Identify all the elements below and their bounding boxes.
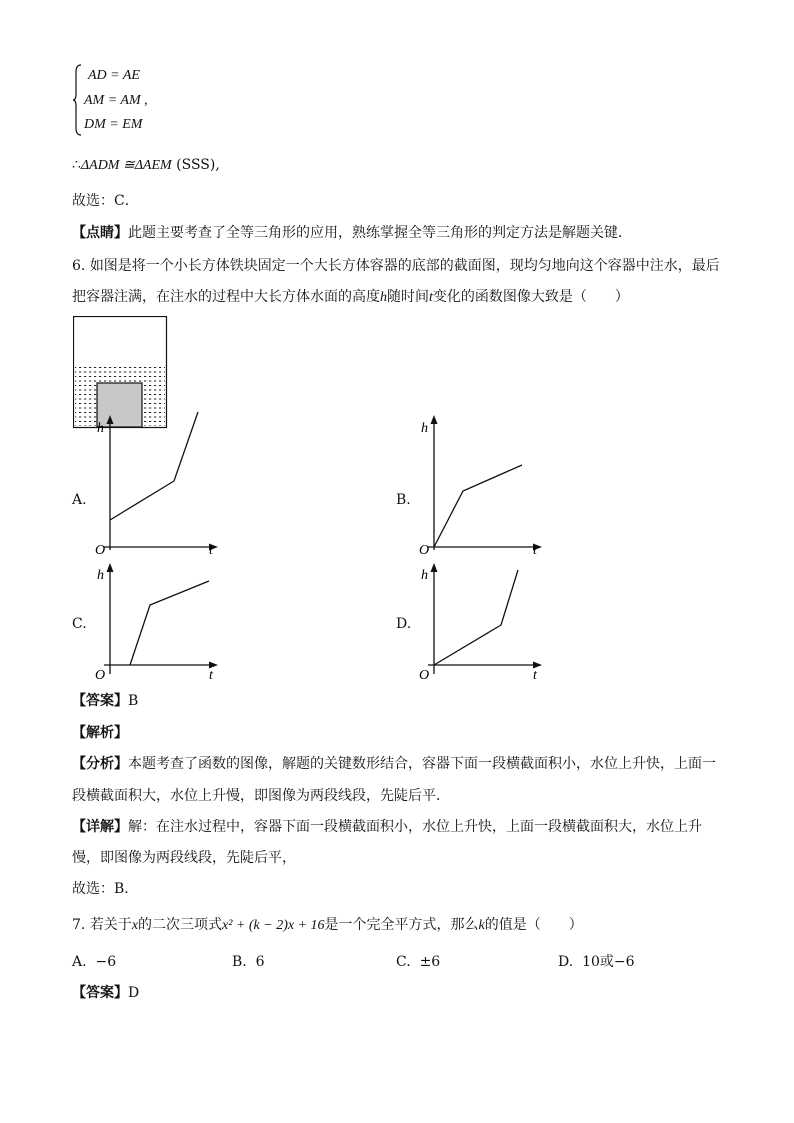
equation-dm-em: DM = EM: [84, 117, 143, 132]
origin-label: O: [95, 543, 106, 558]
origin-label: O: [95, 668, 106, 682]
axis-h-label: h: [97, 568, 104, 583]
q6-xiangjie-line1: 【详解】解：在注水过程中，容器下面一段横截面积小，水位上升快，上面一段横截面积大，水位上升: [72, 819, 702, 835]
q7-question: 7. 若关于x的二次三项式x² + (k − 2)x + 16是一个完全平方式，那么k的值是（ ）: [72, 917, 583, 933]
q7-option-a: A. −6: [72, 954, 117, 970]
axis-t-label: t: [533, 668, 537, 682]
q6-answer: 【答案】B: [72, 693, 139, 709]
axis-t-label: t: [209, 668, 213, 682]
graph-option-c: [90, 532, 230, 682]
axis-h-label: h: [421, 568, 428, 583]
origin-label: O: [419, 668, 430, 682]
q5-comment: 【点睛】此题主要考查了全等三角形的应用，熟练掌握全等三角形的判定方法是解题关键．: [72, 225, 632, 241]
q6-line1: 6. 如图是将一个小长方体铁块固定一个大长方体容器的底部的截面图，现均匀地向这个容器中注水，最后: [72, 258, 720, 274]
option-b-label: B.: [396, 492, 411, 508]
equation-ad-ae: AD = AE: [88, 68, 140, 83]
q6-fenxi-line2: 段横截面积大，水位上升慢，即图像为两段线段，先陡后平．: [72, 788, 450, 804]
q6-choose-line: 故选：B．: [72, 881, 139, 897]
option-a-label: A.: [72, 492, 87, 508]
q7-answer: 【答案】D: [72, 985, 140, 1001]
q6-analysis-tag: 【解析】: [72, 725, 128, 741]
equation-am-am: AM = AM ,: [84, 93, 148, 108]
q7-option-d: D. 10或−6: [558, 954, 635, 970]
origin-label: O: [419, 543, 430, 558]
q5-choose-line: 故选：C．: [72, 193, 139, 209]
q7-option-b: B. 6: [232, 954, 265, 970]
graph-c-line: [130, 581, 209, 665]
q6-line2: 把容器注满，在注水的过程中大长方体水面的高度h随时间t变化的函数图像大致是（ ）: [72, 289, 629, 305]
graph-a-line: [110, 412, 198, 520]
axis-t-label: t: [209, 543, 213, 558]
axis-h-label: h: [421, 421, 428, 436]
graph-option-d: [414, 532, 554, 682]
q6-xiangjie-line2: 慢，即图像为两段线段，先陡后平，: [72, 850, 296, 866]
axis-h-label: h: [97, 421, 104, 436]
option-c-label: C.: [72, 616, 87, 632]
graph-d-line: [434, 570, 518, 665]
congruence-conclusion: ∴ΔADM ≅ΔAEM (SSS),: [72, 157, 220, 173]
left-brace: [72, 64, 82, 136]
axis-t-label: t: [533, 543, 537, 558]
q6-fenxi-line1: 【分析】本题考查了函数的图像，解题的关键数形结合，容器下面一段横截面积小，水位上升快，上面一: [72, 756, 716, 772]
option-d-label: D.: [396, 616, 412, 632]
q7-option-c: C. ±6: [396, 954, 441, 970]
